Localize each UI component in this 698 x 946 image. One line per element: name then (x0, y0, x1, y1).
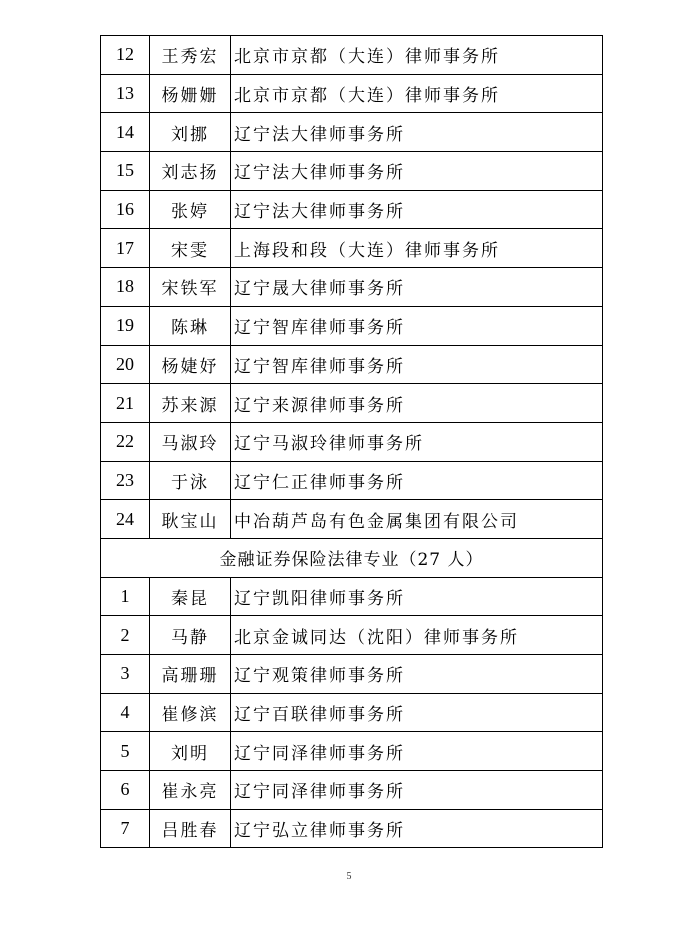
table-row (101, 771, 603, 810)
lawyer-name: 刘明 (150, 732, 231, 771)
law-firm: 辽宁凯阳律师事务所 (231, 577, 603, 616)
lawyer-list-table (100, 35, 603, 848)
law-firm: 辽宁法大律师事务所 (231, 113, 603, 152)
page-number: 5 (346, 871, 352, 882)
row-number: 19 (101, 306, 150, 345)
row-number: 24 (101, 500, 150, 539)
law-firm: 辽宁百联律师事务所 (231, 693, 603, 732)
lawyer-name: 马静 (150, 616, 231, 655)
row-number: 18 (101, 268, 150, 307)
table-row (101, 36, 603, 75)
law-firm: 辽宁来源律师事务所 (231, 384, 603, 423)
row-number: 23 (101, 461, 150, 500)
lawyer-name: 耿宝山 (150, 500, 231, 539)
row-number: 17 (101, 229, 150, 268)
row-number: 2 (101, 616, 150, 655)
lawyer-name: 高珊珊 (150, 655, 231, 694)
row-number: 1 (101, 577, 150, 616)
table-row (101, 113, 603, 152)
lawyer-name: 张婷 (150, 190, 231, 229)
law-firm: 辽宁弘立律师事务所 (231, 809, 603, 848)
law-firm: 辽宁智库律师事务所 (231, 345, 603, 384)
row-number: 21 (101, 384, 150, 423)
row-number: 6 (101, 771, 150, 810)
law-firm: 辽宁法大律师事务所 (231, 152, 603, 191)
law-firm: 上海段和段（大连）律师事务所 (231, 229, 603, 268)
table-row (101, 500, 603, 539)
table-row (101, 693, 603, 732)
row-number: 16 (101, 190, 150, 229)
law-firm: 辽宁观策律师事务所 (231, 655, 603, 694)
law-firm: 辽宁马淑玲律师事务所 (231, 422, 603, 461)
row-number: 13 (101, 74, 150, 113)
table-row (101, 74, 603, 113)
row-number: 22 (101, 422, 150, 461)
table-row (101, 229, 603, 268)
table-row (101, 345, 603, 384)
lawyer-name: 杨姗姗 (150, 74, 231, 113)
table-row (101, 616, 603, 655)
lawyer-name: 刘志扬 (150, 152, 231, 191)
lawyer-name: 宋雯 (150, 229, 231, 268)
lawyer-name: 崔永亮 (150, 771, 231, 810)
table-row (101, 306, 603, 345)
table-row (101, 268, 603, 307)
row-number: 15 (101, 152, 150, 191)
law-firm: 北京市京都（大连）律师事务所 (231, 36, 603, 75)
table-row (101, 422, 603, 461)
lawyer-name: 宋铁军 (150, 268, 231, 307)
lawyer-name: 王秀宏 (150, 36, 231, 75)
law-firm: 北京市京都（大连）律师事务所 (231, 74, 603, 113)
lawyer-name: 杨婕妤 (150, 345, 231, 384)
row-number: 4 (101, 693, 150, 732)
lawyer-name: 吕胜春 (150, 809, 231, 848)
row-number: 20 (101, 345, 150, 384)
table-row (101, 732, 603, 771)
law-firm: 辽宁仁正律师事务所 (231, 461, 603, 500)
lawyer-name: 于泳 (150, 461, 231, 500)
lawyer-name: 刘挪 (150, 113, 231, 152)
law-firm: 北京金诚同达（沈阳）律师事务所 (231, 616, 603, 655)
law-firm: 辽宁晟大律师事务所 (231, 268, 603, 307)
lawyer-name: 陈琳 (150, 306, 231, 345)
section-heading-row (101, 538, 603, 577)
table-row (101, 655, 603, 694)
table-row (101, 190, 603, 229)
lawyer-name: 秦昆 (150, 577, 231, 616)
table-row (101, 577, 603, 616)
law-firm: 辽宁同泽律师事务所 (231, 771, 603, 810)
law-firm: 中冶葫芦岛有色金属集团有限公司 (231, 500, 603, 539)
lawyer-name: 马淑玲 (150, 422, 231, 461)
table-row (101, 384, 603, 423)
law-firm: 辽宁同泽律师事务所 (231, 732, 603, 771)
row-number: 3 (101, 655, 150, 694)
row-number: 7 (101, 809, 150, 848)
section-heading: 金融证券保险法律专业（27 人） (101, 538, 603, 577)
row-number: 14 (101, 113, 150, 152)
row-number: 5 (101, 732, 150, 771)
table-row (101, 809, 603, 848)
table-row (101, 152, 603, 191)
lawyer-name: 苏来源 (150, 384, 231, 423)
law-firm: 辽宁智库律师事务所 (231, 306, 603, 345)
row-number: 12 (101, 36, 150, 75)
lawyer-name: 崔修滨 (150, 693, 231, 732)
law-firm: 辽宁法大律师事务所 (231, 190, 603, 229)
table-row (101, 461, 603, 500)
